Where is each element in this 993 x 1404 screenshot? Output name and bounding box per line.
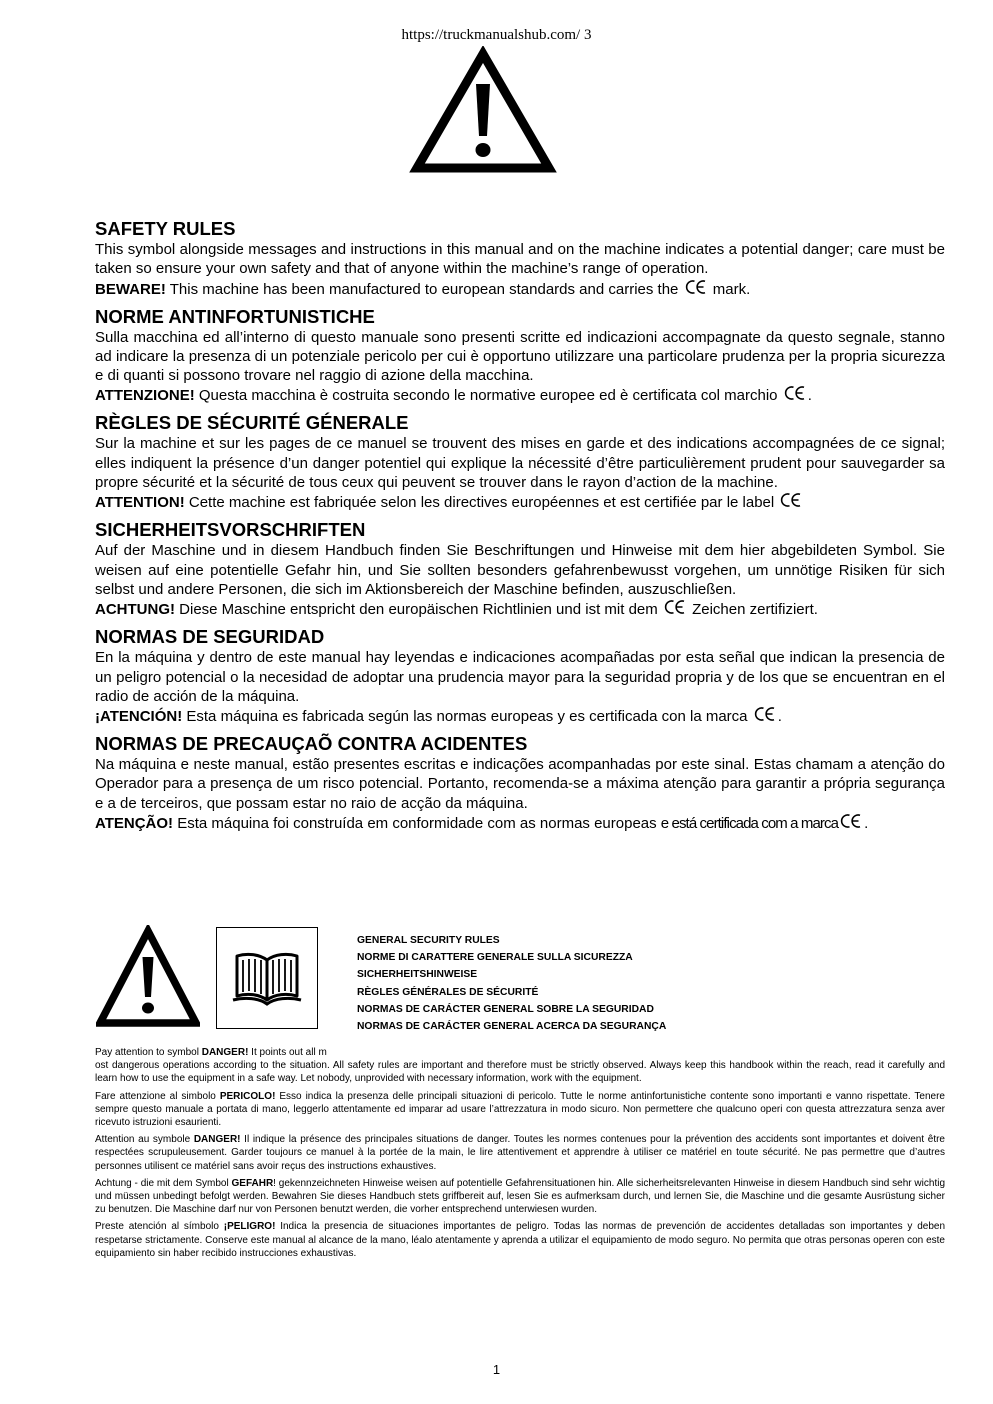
section-title: NORMAS DE PRECAUÇAÕ CONTRA ACIDENTES — [95, 733, 528, 755]
open-book-icon — [231, 950, 303, 1008]
fine-bold: DANGER! — [193, 1134, 241, 1146]
fine-pre: Pay attention to symbol — [95, 1047, 202, 1058]
ce-mark-icon — [780, 492, 802, 508]
fine-post: Il indique la présence des principales situations de danger. Toutes les normes contenues pour la prévention des accidents sont importantes et doivent être respectées scrupuleusement. Garder toujours ce manuel à la portée de la main, le lire attentivement et apprendre à utiliser ce matériel en toute sécurité. Ne pas permettre que d’autres personnes utilisent ce matériel sans avoir reçus des instructions exhaustives. — [95, 1134, 945, 1172]
note-end: mark. — [708, 280, 751, 298]
general-rules-list — [357, 932, 666, 1035]
fine-bold: DANGER! — [201, 1047, 249, 1058]
note-text: Cette machine est fabriquée selon les directives européennes et est certifiée par le label — [184, 494, 779, 512]
section-sicherheitsvorschriften — [95, 519, 945, 620]
page-number: 1 — [492, 1362, 501, 1377]
warning-triangle-icon — [96, 925, 200, 1029]
fine-print-paragraph — [95, 1177, 945, 1217]
note-label: ATTENTION! — [95, 494, 185, 512]
general-rule-item: NORMAS DE CARÁCTER GENERAL ACERCA DA SEGURANÇA — [357, 1021, 667, 1033]
fine-pre: Attention au symbole — [95, 1134, 194, 1146]
note-end: . — [807, 387, 812, 405]
general-rule-item: GENERAL SECURITY RULES — [357, 935, 500, 946]
note-label: ATENÇÃO! — [95, 815, 174, 833]
ce-mark-icon — [784, 385, 806, 401]
fine-post: ! gekennzeichneten Hinweise weisen auf potentielle Gefahrensituationen hin. Alle sicherheitsrelevanten Hinweise in diesem Handbuch sind sehr wichtig und müssen unbedingt befolgt werden. Bewahren Sie dieses Handbuch stets griffbereit auf, lesen Sie es aufmerksam durch, und lernen Sie, die Maschine und die gesamte Ausrüstung sicher zu benutzen. Die Maschine darf nur von Personen benutzt werden, die vorher entsprechend unterwiesen wurden. — [95, 1177, 945, 1216]
note-label: BEWARE! — [95, 280, 166, 298]
fine-bold: GEFAHR — [231, 1177, 274, 1189]
note-text: Questa macchina è costruita secondo le normative europee ed è certificata col marchio — [194, 387, 782, 405]
note-end: . — [864, 815, 869, 833]
fine-print-paragraph — [95, 1090, 945, 1130]
note-cramped-text: e está certificada com a marca — [660, 815, 839, 833]
fine-post: It points out all m ost dangerous operations according to the situation. All safety rules are important and therefore must be strictly observed. Always keep this handbook within the reach, read it carefully and learn how to use the equipment in a safe way. Let nobody, unprovided with necessary information, work with the equipment. — [95, 1047, 945, 1085]
ce-mark-icon — [840, 813, 862, 829]
general-rule-item: NORMAS DE CARÁCTER GENERAL SOBRE LA SEGURIDAD — [357, 1003, 654, 1015]
note-end: Zeichen zertifiziert. — [687, 601, 818, 619]
fine-bold: PERICOLO! — [219, 1090, 276, 1102]
general-rule-item: NORME DI CARATTERE GENERALE SULLA SICUREZZA — [357, 952, 633, 964]
section-note — [95, 813, 945, 834]
fine-pre: Fare attenzione al simbolo — [95, 1090, 220, 1102]
manual-symbol-box — [216, 927, 318, 1029]
ce-mark-icon — [754, 706, 776, 722]
fine-bold: ¡PELIGRO! — [223, 1221, 276, 1233]
section-title: NORME ANTINFORTUNISTICHE — [95, 305, 375, 327]
header-url: https://truckmanualshub.com/ 3 — [401, 27, 592, 43]
note-label: ACHTUNG! — [95, 601, 175, 619]
section-norme-antinfortunistiche — [95, 306, 945, 407]
section-text: Na máquina e neste manual, estão presentes escritas e indicações acompanhadas por este sinal. Estas chamam a atenção do Operador para a presença de um risco potencial. Portanto, recomenda-se a máxima atenção para garantir a própria segurança e a de terceiros, que possam estar no raio de acção da máquina. — [95, 756, 945, 812]
section-text: Sulla macchina ed all’interno di questo manuale sono presenti scritte ed indicazioni accompagnate da questo segnale, stanno ad indicare la presenza di un potenziale pericolo per cui è opportuno utilizzare una particolare prudenza per la propria sicurezza e di quanti si possono trovare nel raggio di azione della macchina. — [95, 328, 945, 385]
section-title: SICHERHEITSVORSCHRIFTEN — [95, 519, 366, 541]
fine-pre: Achtung - die mit dem Symbol — [95, 1177, 232, 1189]
fine-post: Esso indica la presenza delle principali situazioni di pericolo. Tutte le norme antinfortunistiche contente sono importanti e vanno rispettate. Tenere sempre questo manuale a portata di mano, leggerlo attentamente ed imparar ad usare l’attrezzatura in modo sicuro. Non permettere che qualcuno operi con questa attrezzatura senza aver ricevuto istruzioni esaurienti. — [95, 1090, 945, 1129]
section-note — [95, 385, 945, 406]
section-regles-de-securite — [95, 412, 945, 513]
section-note — [95, 706, 945, 727]
note-end: . — [777, 708, 782, 726]
note-label: ¡ATENCIÓN! — [95, 708, 183, 726]
section-normas-de-seguridad — [95, 626, 945, 727]
section-safety-rules — [95, 218, 945, 300]
fine-print-paragraph — [95, 1133, 945, 1173]
note-text: Esta máquina foi construída em conformidade com as normas europeas — [173, 815, 661, 833]
note-text: This machine has been manufactured to european standards and carries the — [165, 280, 683, 298]
section-title: SAFETY RULES — [95, 218, 236, 239]
note-text: Esta máquina es fabricada según las normas europeas y es certificada con la marca — [182, 708, 752, 726]
section-text: Auf der Maschine und in diesem Handbuch finden Sie Beschriftungen und Hinweise mit dem hier abgebildeten Symbol. Sie weisen auf eine potentielle Gefahr hin, und Sie sollten besonders gefahrenbewusst vorgehen, um unnötige Risiken für sich selbst und andere Personen, die sich im Aktionsbereich der Maschine befinden, auszuschließen. — [95, 542, 945, 598]
general-rule-item: SICHERHEITSHINWEISE — [357, 969, 478, 981]
fine-print-paragraph — [95, 1046, 945, 1086]
section-note — [95, 599, 945, 620]
general-rule-item: RÈGLES GÉNÉRALES DE SÉCURITÉ — [357, 986, 539, 998]
warning-triangle-icon — [409, 46, 557, 176]
section-text: En la máquina y dentro de este manual hay leyendas e indicaciones acompañadas por esta señal que indican la presencia de un peligro potencial o la necesidad de adoptar una prudencia mayor para la seguridad propria y de los que se encuentran en el radio de acción de la máquina. — [95, 649, 945, 705]
safety-sections — [95, 218, 945, 840]
section-normas-de-precaucao — [95, 733, 945, 834]
fine-print — [95, 1046, 945, 1264]
ce-mark-icon — [664, 599, 686, 615]
fine-pre: Preste atención al símbolo — [95, 1221, 224, 1233]
ce-mark-icon — [685, 279, 707, 295]
section-note — [95, 492, 945, 513]
note-label: ATTENZIONE! — [95, 387, 195, 405]
note-text: Diese Maschine entspricht den europäischen Richtlinien und ist mit dem — [175, 601, 662, 619]
section-text: This symbol alongside messages and instructions in this manual and on the machine indicates a potential danger; care must be taken so ensure your own safety and that of anyone within the machine’s range of operation. — [95, 241, 945, 278]
section-title: RÈGLES DE SÉCURITÉ GÉNERALE — [95, 412, 409, 434]
section-note — [95, 279, 945, 300]
section-title: NORMAS DE SEGURIDAD — [95, 626, 325, 648]
section-text: Sur la machine et sur les pages de ce manuel se trouvent des mises en garde et des indications accompagnées de ce signal; elles indiquent la présence d’un danger potentiel qui explique la nécessité d’être particulièrement prudent pour sauvegarder sa propre sécurité et la sécurité de tous ceux qui peuvent se trouver dans le rayon d’action de la machine. — [95, 435, 945, 492]
fine-print-paragraph — [95, 1220, 945, 1260]
fine-post: Indica la presencia de situaciones importantes de peligro. Todas las normas de prevención de accidentes detalladas son importantes y deben respetarse strictamente. Conserve este manual al alcance de la mano, léalo atentamente y aprenda a utilizar el equipamiento de modo seguro. No permita que otras personas operen con este equipamiento sin haber recibido instrucciones exhaustivas. — [95, 1221, 946, 1259]
